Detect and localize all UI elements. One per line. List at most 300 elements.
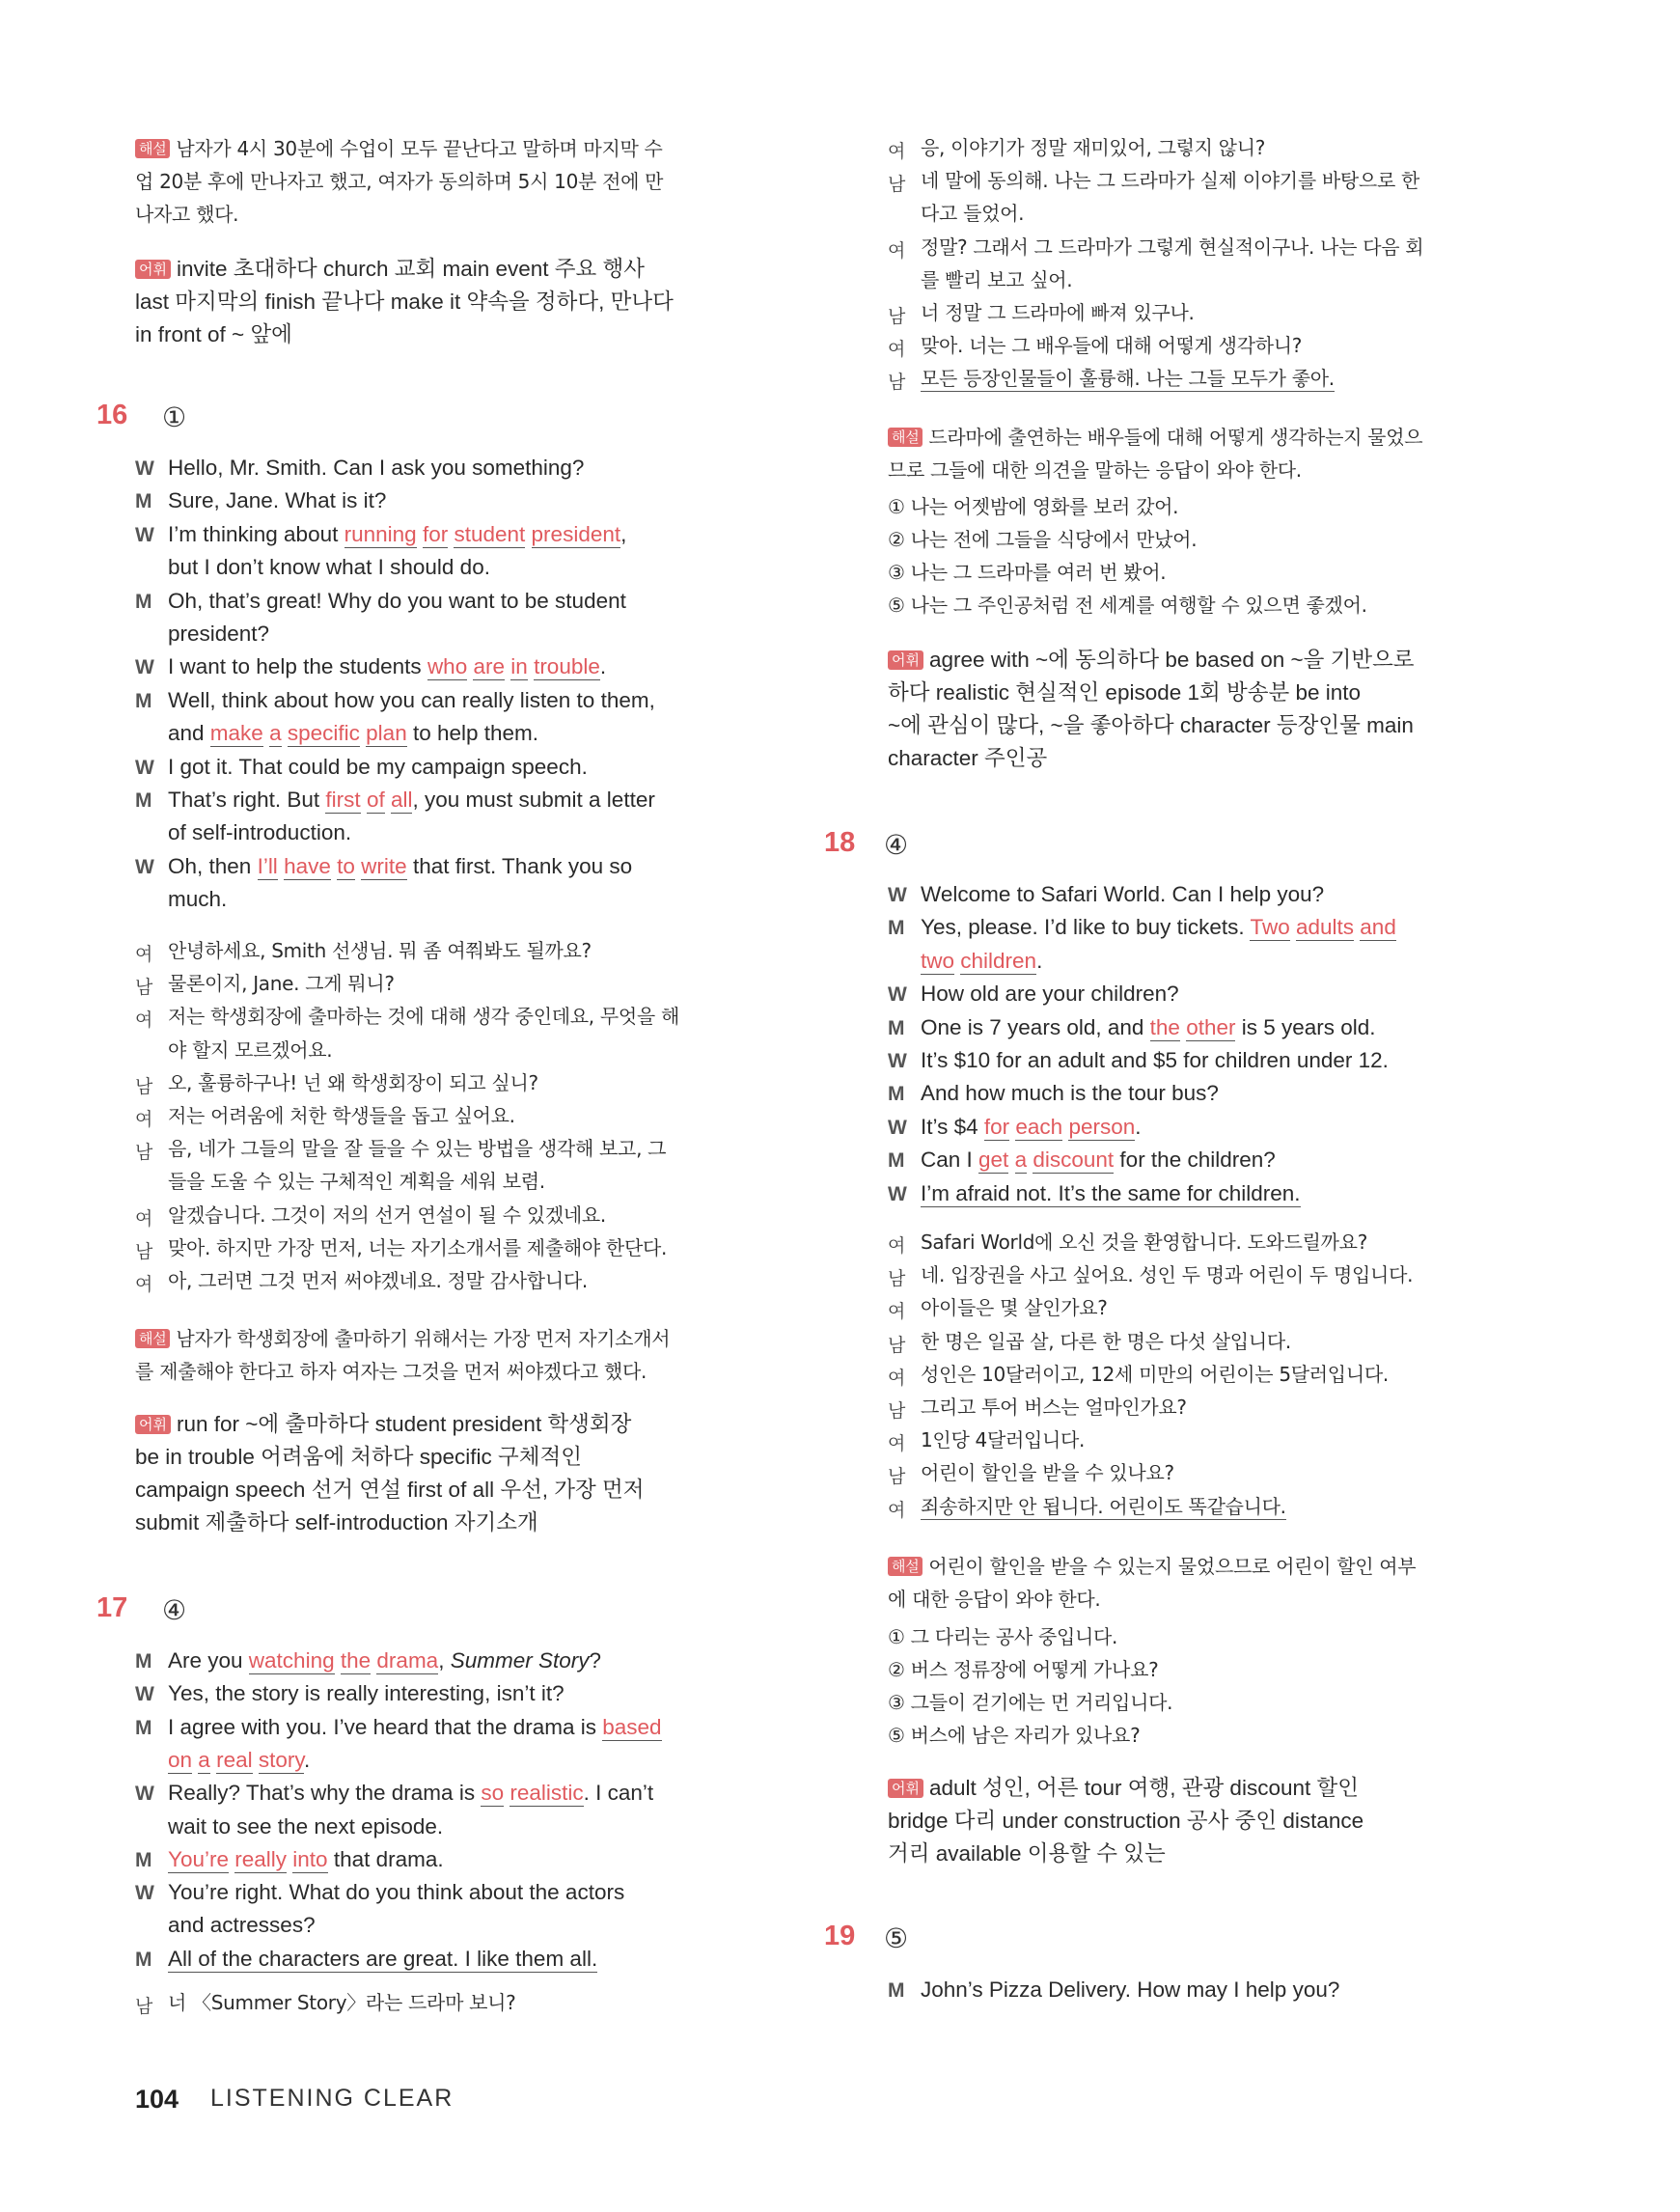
line-text: I got it. That could be my campaign speech. [168,754,588,779]
speaker-label: M [135,1948,152,1971]
line-text: and [168,721,210,746]
vocab-tag: 어휘 [135,260,171,279]
dialogue-line [168,1645,601,1677]
dialogue-line [168,551,490,584]
text-line [135,132,663,165]
blank-word: the [1149,1014,1180,1039]
speaker-label: 여 [888,1235,906,1257]
answer-sentence: I’m afraid not. It’s the same for children. [921,1180,1301,1205]
dialogue-line [168,1811,443,1843]
dialogue-line [168,618,269,650]
speaker-label: M [888,1083,905,1106]
dialogue-line [168,1165,545,1198]
blank-word: who [427,654,468,679]
answer-17: ④ [162,1595,187,1625]
dialogue-line [168,1000,679,1033]
dialogue-line [921,231,1423,263]
line-text: wait to see the next episode. [168,1813,444,1839]
dialogue-line [921,1258,1413,1291]
line-text: Safari World에 오신 것을 환영합니다. 도와드릴까요? [921,1230,1368,1254]
text: 나자고 했다. [135,203,239,226]
blank-word: drama [376,1648,439,1673]
explanation-tag: 해설 [135,139,170,158]
speaker-label: 여 [135,1207,153,1230]
line-text: 를 빨리 보고 싶어. [921,267,1073,291]
dialogue-line [168,850,632,883]
blank-word: president [531,521,621,546]
blank-word: children [960,948,1037,973]
answer-sentence: 죄송하지만 안 됩니다. 어린이도 똑같습니다. [921,1494,1286,1518]
dialogue-line [921,1490,1286,1523]
text: 어린이 할인을 받을 수 있는지 물었으므로 어린이 할인 여부 [928,1555,1417,1578]
dialogue-line [168,684,655,717]
speaker-label: W [888,1116,907,1139]
speaker-label: M [135,689,152,712]
dialogue-line [921,296,1195,329]
blank-word: so [481,1781,505,1806]
text-line [888,1550,1416,1583]
line-text: 아이들은 몇 살인가요? [921,1296,1108,1320]
text-line [888,1772,1359,1805]
line-text: 1인당 4달러입니다. [921,1428,1086,1452]
dialogue-line [921,1391,1187,1424]
line-text: . I can’t [583,1781,654,1806]
line-text: , [438,1648,451,1673]
line-text: I agree with you. I’ve heard that the drama is [168,1714,603,1739]
text: be in trouble 어려움에 처하다 specific 구체적인 [135,1445,582,1469]
speaker-label: 여 [888,239,906,262]
speaker-label: 여 [888,339,906,361]
dialogue-line [168,784,655,816]
line-text: Well, think about how you can really listen to them, [168,687,655,712]
speaker-label: W [135,855,154,878]
text: campaign speech 선거 연설 first of all 우선, 가장 먼저 [135,1478,645,1502]
text: ⑤ 나는 그 주인공처럼 전 세계를 여행할 수 있으면 좋겠어. [888,594,1367,617]
line-text: that first. Thank you so [406,853,633,878]
speaker-label: 여 [135,944,153,965]
dialogue-line [921,1077,1219,1110]
blank-word: student [454,521,526,546]
blank-word: watching [248,1648,335,1673]
line-text: 오, 훌륭하구나! 넌 왜 학생회장이 되고 싶니? [168,1070,538,1094]
dialogue-line [921,1456,1174,1489]
line-text: It’s $10 for an adult and $5 for children under 12. [921,1048,1389,1072]
speaker-label: W [888,1050,907,1072]
text: 업 20분 후에 만나자고 했고, 여자가 동의하며 5시 10분 전에 만 [135,170,664,193]
blank-word: are [473,654,506,679]
speaker-label: 남 [888,1268,906,1290]
line-text: 맞아. 너는 그 배우들에 대해 어떻게 생각하니? [921,334,1303,358]
text: 하다 realistic 현실적인 episode 1회 방송분 be into [888,680,1362,705]
vocab-tag: 어휘 [888,1779,923,1798]
text: ② 버스 정류장에 어떻게 가나요? [888,1658,1159,1681]
answer-sentence: 모든 등장인물들이 훌륭해. 나는 그들 모두가 좋아. [921,367,1335,391]
dialogue-line [921,978,1179,1010]
line-text: of self-introduction. [168,820,352,845]
text: adult 성인, 어른 tour 여행, 관광 discount 할인 [928,1776,1359,1800]
speaker-label: 남 [135,1240,153,1262]
text-line [888,454,1302,486]
text-line [888,1620,1117,1653]
line-text: Welcome to Safari World. Can I help you? [921,882,1325,906]
line-text: Oh, then [168,853,258,878]
line-text: . [1135,1114,1142,1139]
blank-word: of [366,788,385,812]
line-text: , you must submit a letter [412,788,655,812]
text: 드라마에 출연하는 배우들에 대해 어떻게 생각하는지 물었으 [928,426,1423,449]
dialogue-line [921,1226,1367,1258]
line-text: 저는 학생회장에 출마하는 것에 대해 생각 중인데요, 무엇을 해 [168,1005,680,1029]
speaker-label: 남 [135,1075,153,1097]
text-line [888,1583,1101,1616]
text-line [135,1474,645,1507]
blank-word: on [168,1747,193,1772]
line-text: Really? That’s why the drama is [168,1781,482,1806]
blank-word: Two [1250,915,1290,940]
blank-word: to [337,853,355,878]
text-line [888,556,1166,589]
blank-word: the [340,1648,372,1673]
line-text: 그리고 투어 버스는 얼마인가요? [921,1396,1187,1419]
text-line [888,1838,1166,1870]
text-line [888,421,1422,454]
line-text: . [599,654,607,679]
line-text: Are you [168,1648,249,1673]
line-text: 너 정말 그 드라마에 빠져 있구나. [921,301,1195,324]
dialogue-line [921,1011,1376,1044]
speaker-label: 남 [135,1142,153,1164]
dialogue-line [168,1876,624,1909]
line-text: but I don’t know what I should do. [168,555,490,580]
dialogue-line [168,1066,538,1099]
dialogue-line [921,329,1302,362]
dialogue-line [168,585,626,618]
vocab-tag: 어휘 [135,1415,171,1434]
line-text: is 5 years old. [1235,1014,1376,1039]
speaker-label: W [135,457,154,480]
speaker-label: 여 [888,1367,906,1389]
speaker-label: 남 [135,977,153,999]
text-line [135,1355,647,1388]
line-text: 저는 어려움에 처한 학생들을 돕고 싶어요. [168,1104,515,1127]
text-line [888,1805,1363,1838]
blank-word: first [325,788,361,812]
answer-sentence: All of the characters are great. I like them all. [168,1946,598,1971]
speaker-label: W [135,756,154,779]
text: ① 나는 어젯밤에 영화를 보러 갔어. [888,495,1179,518]
blank-word: in [510,654,528,679]
text-line [135,198,238,231]
line-text: You’re right. What do you think about the actors [168,1880,625,1905]
answer-16: ① [162,402,187,432]
dialogue-line [168,717,538,750]
line-text: Can I [921,1147,979,1173]
text-line [135,1322,670,1355]
question-number-19: 19 [824,1921,856,1951]
dialogue-line [168,1843,444,1876]
dialogue-line [921,1111,1142,1144]
text: invite 초대하다 church 교회 main event 주요 행사 [176,257,645,281]
blank-word: a [198,1747,210,1772]
speaker-label: 여 [135,1274,153,1295]
speaker-label: W [888,1182,907,1205]
dialogue-line [168,484,386,517]
dialogue-line [921,362,1335,395]
dialogue-line [921,1358,1389,1391]
text: submit 제출하다 self-introduction 자기소개 [135,1510,538,1535]
text-line [888,644,1415,677]
text: ③ 그들이 걷기에는 먼 거리입니다. [888,1691,1173,1714]
dialogue-line [168,518,626,551]
line-text: 한 명은 일곱 살, 다른 한 명은 다섯 살입니다. [921,1329,1291,1353]
dialogue-line [921,1044,1389,1077]
question-number-17: 17 [96,1592,128,1623]
speaker-label: 남 [888,1400,906,1422]
line-text: 어린이 할인을 받을 수 있나요? [921,1461,1174,1485]
dialogue-line [168,751,588,784]
blank-word: person [1068,1114,1136,1139]
text: agree with ~에 동의하다 be based on ~을 기반으로 [928,648,1415,672]
speaker-label: W [135,1783,154,1806]
text-line [888,1686,1172,1719]
text-line [888,490,1178,523]
text: 남자가 4시 30분에 수업이 모두 끝난다고 말하며 마지막 수 [176,137,663,160]
line-text: 성인은 10달러이고, 12세 미만의 어린이는 5달러입니다. [921,1362,1389,1386]
dialogue-line [921,131,1265,164]
speaker-label: 남 [135,1996,153,2017]
speaker-label: W [888,983,907,1007]
dialogue-line [168,1943,597,1976]
line-text: I want to help the students [168,654,427,679]
speaker-label: W [888,884,907,906]
text-line [888,1653,1158,1686]
line-text: One is 7 years old, and [921,1014,1150,1039]
text: last 마지막의 finish 끝나다 make it 약속을 정하다, 만나다 [135,290,674,314]
line-text: 물론이지, Jane. 그게 뭐니? [168,972,395,996]
line-text: 들을 도울 수 있는 구체적인 계획을 세워 보렴. [168,1170,545,1194]
text: ~에 관심이 많다, ~을 좋아하다 character 등장인물 main [888,713,1414,737]
blank-word: all [390,788,413,812]
blank-word: have [284,853,331,878]
speaker-label: M [135,490,152,513]
speaker-label: M [135,1716,152,1739]
speaker-label: W [135,1683,154,1706]
line-text: and actresses? [168,1913,316,1938]
text-line [888,709,1414,742]
dialogue-line [168,1264,588,1297]
dialogue-line [168,452,584,484]
speaker-label: 여 [135,1109,153,1130]
line-text: 너 〈Summer Story〉라는 드라마 보니? [168,1991,516,2014]
question-number-16: 16 [96,400,128,430]
line-text: 맞아. 하지만 가장 먼저, 너는 자기소개서를 제출해야 한단다. [168,1235,668,1259]
dialogue-line [168,883,227,916]
text: 에 대한 응답이 와야 한다. [888,1588,1101,1611]
blank-word: I’ll [257,853,278,878]
dialogue-line [168,1132,666,1165]
line-text: 야 할지 모르겠어요. [168,1037,333,1062]
text-line [135,1507,538,1539]
speaker-label: 여 [888,141,906,162]
line-text: How old are your children? [921,982,1179,1007]
dialogue-line [921,197,1024,230]
blank-word: other [1186,1014,1236,1039]
blank-word: each [1015,1114,1063,1139]
blank-word: story [258,1747,304,1772]
line-text: That’s right. But [168,788,326,812]
speaker-label: 남 [888,306,906,327]
speaker-label: M [888,1016,905,1039]
blank-word: adults [1295,915,1355,940]
text: ① 그 다리는 공사 중입니다. [888,1625,1118,1648]
text: 므로 그들에 대한 의견을 말하는 응답이 와야 한다. [888,458,1302,482]
speaker-label: W [135,1882,154,1905]
line-text: . [1036,948,1043,973]
speaker-label: W [135,523,154,546]
dialogue-line [921,1974,1339,2006]
explanation-tag: 해설 [888,1557,923,1576]
dialogue-line [921,1291,1108,1324]
line-text: 네. 입장권을 사고 싶어요. 성인 두 명과 어린이 두 명입니다. [921,1263,1414,1287]
line-text: Oh, that’s great! Why do you want to be student [168,588,626,613]
dialogue-line [168,816,351,849]
blank-word: for [983,1114,1010,1139]
text-line [135,165,663,198]
speaker-label: 남 [888,372,906,394]
speaker-label: M [135,1650,152,1673]
speaker-label: M [135,590,152,613]
line-text: 네 말에 동의해. 나는 그 드라마가 실제 이야기를 바탕으로 한 [921,169,1420,193]
blank-word: for [422,521,449,546]
dialogue-line [168,934,592,967]
line-text: Yes, the story is really interesting, isn’t it? [168,1681,565,1706]
answer-19: ⑤ [884,1923,909,1953]
dialogue-line [921,945,1042,978]
explanation-tag: 해설 [135,1329,170,1348]
text-line [135,1441,582,1474]
blank-word: a [1014,1147,1028,1173]
dialogue-line [168,1744,310,1777]
line-text: that drama. [327,1846,444,1871]
speaker-label: 여 [888,1499,906,1521]
line-text: . [303,1747,311,1772]
line-text: 안녕하세요, Smith 선생님. 뭐 좀 여쭤봐도 될까요? [168,939,592,962]
speaker-label: M [135,1848,152,1871]
blank-word: You’re [168,1846,229,1871]
blank-word: really [234,1846,288,1871]
line-text: 음, 네가 그들의 말을 잘 들을 수 있는 방법을 생각해 보고, 그 [168,1137,667,1161]
blank-word: real [216,1747,253,1772]
speaker-label: 여 [888,1301,906,1323]
speaker-label: W [135,656,154,679]
blank-word: two [921,948,955,973]
dialogue-line [921,878,1324,911]
speaker-label: M [888,1979,905,2002]
vocab-tag: 어휘 [888,650,923,670]
line-text: John’s Pizza Delivery. How may I help you? [921,1977,1340,2002]
line-text: 응, 이야기가 정말 재미있어, 그렇지 않니? [921,136,1266,159]
dialogue-line [921,263,1072,296]
text: run for ~에 출마하다 student president 학생회장 [176,1412,632,1436]
line-text: Sure, Jane. What is it? [168,488,387,513]
dialogue-line [921,1177,1301,1210]
blank-word: realistic [510,1781,584,1806]
question-number-18: 18 [824,827,856,858]
blank-word: trouble [534,654,600,679]
speaker-label: 남 [888,1466,906,1488]
speaker-label: 남 [888,1334,906,1356]
blank-word: and [1360,915,1396,940]
line-text: much. [168,887,228,912]
line-text: for the children? [1114,1147,1276,1173]
book-title: LISTENING CLEAR [210,2085,454,2112]
text: in front of ~ 앞에 [135,322,292,346]
text-line [888,677,1361,709]
blank-word: based [602,1714,662,1739]
dialogue-line [168,1231,667,1264]
blank-word: write [361,853,407,878]
line-text: And how much is the tour bus? [921,1081,1219,1106]
blank-word: specific [287,721,360,746]
text: character 주인공 [888,746,1048,770]
text-line [888,589,1367,622]
dialogue-line [168,1711,662,1744]
line-text: 아, 그러면 그것 먼저 써야겠네요. 정말 감사합니다. [168,1269,588,1292]
text: bridge 다리 under construction 공사 중인 distance [888,1809,1364,1833]
blank-word: into [292,1846,328,1871]
text: ⑤ 버스에 남은 자리가 있나요? [888,1724,1141,1747]
blank-word: discount [1033,1147,1115,1173]
line-text: to help them. [406,721,539,746]
text: 남자가 학생회장에 출마하기 위해서는 가장 먼저 자기소개서 [176,1327,671,1350]
text: 를 제출해야 한다고 하자 여자는 그것을 먼저 써야겠다고 했다. [135,1360,647,1383]
line-text: 정말? 그래서 그 드라마가 그렇게 현실적이구나. 나는 다음 회 [921,235,1424,259]
dialogue-line [168,1986,516,2019]
speaker-label: 남 [888,174,906,196]
explanation-tag: 해설 [888,428,923,447]
text-line [888,742,1047,775]
dialogue-line [168,967,395,1000]
line-text: ? [589,1648,602,1673]
dialogue-line [168,1909,316,1942]
dialogue-line [168,1677,565,1710]
text: ② 나는 전에 그들을 식당에서 만났어. [888,528,1198,551]
blank-word: a [269,721,282,746]
text-line [135,318,292,351]
dialogue-line [168,1777,653,1810]
dialogue-line [168,1099,515,1132]
text: ③ 나는 그 드라마를 여러 번 봤어. [888,561,1167,584]
drama-title: Summer Story [450,1648,590,1673]
speaker-label: M [888,1149,905,1173]
line-text: , [620,521,627,546]
text-line [888,523,1197,556]
dialogue-line [921,1144,1276,1176]
speaker-label: M [888,917,905,940]
dialogue-line [921,1325,1291,1358]
speaker-label: 여 [135,1009,153,1032]
line-text: 알겠습니다. 그것이 저의 선거 연설이 될 수 있겠네요. [168,1203,606,1227]
line-text: president? [168,622,270,646]
page-number: 104 [135,2085,179,2114]
dialogue-line [921,911,1396,944]
line-text: 다고 들었어. [921,202,1025,226]
line-text: I’m thinking about [168,521,344,546]
text-line [135,286,674,318]
blank-word: make [209,721,263,746]
answer-18: ④ [884,830,909,860]
dialogue-line [921,164,1419,197]
